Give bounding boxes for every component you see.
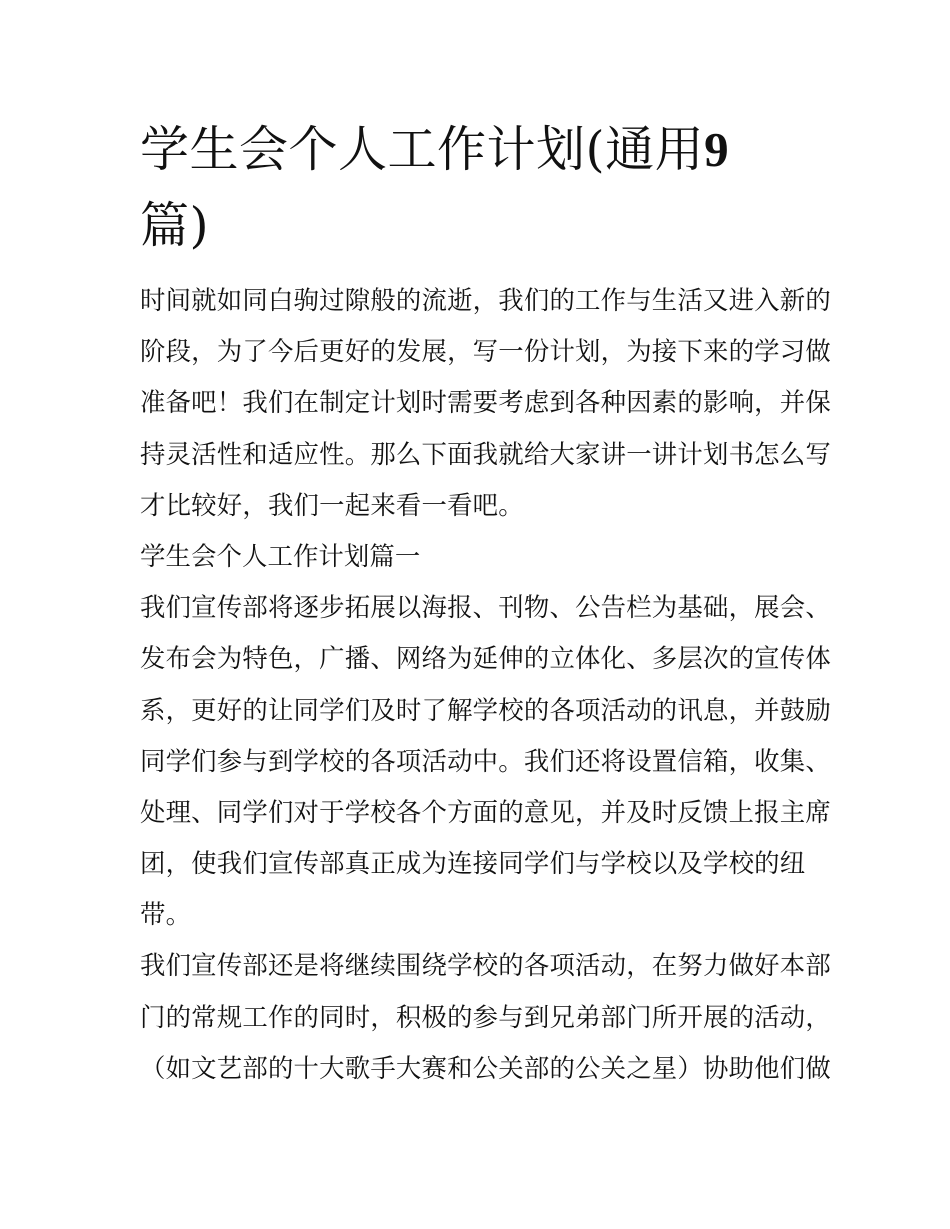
body-line: 时间就如同白驹过隙般的流逝，我们的工作与生活又进入新的: [140, 285, 831, 315]
body-line: 准备吧！我们在制定计划时需要考虑到各种因素的影响，并保: [140, 387, 831, 418]
body-line: 门的常规工作的同时，积极的参与到兄弟部门所开展的活动，: [140, 1001, 831, 1032]
body-line: 持灵活性和适应性。那么下面我就给大家讲一讲计划书怎么写: [140, 438, 831, 469]
body-line: 团，使我们宣传部真正成为连接同学们与学校以及学校的纽: [140, 848, 806, 879]
body-line: （如文艺部的十大歌手大赛和公关部的公关之星）协助他们做: [140, 1052, 831, 1083]
body-line: 同学们参与到学校的各项活动中。我们还将设置信箱，收集、: [140, 745, 831, 776]
body-line: 系，更好的让同学们及时了解学校的各项活动的讯息，并鼓励: [140, 694, 831, 725]
section-heading: 学生会个人工作计划篇一: [140, 540, 421, 571]
body-line: 发布会为特色，广播、网络为延伸的立体化、多层次的宣传体: [140, 643, 831, 674]
title-line-1-text: 学生会个人工作计划(通用: [140, 121, 705, 178]
body-line: 阶段，为了今后更好的发展，写一份计划，为接下来的学习做: [140, 336, 831, 367]
title-line-2-text: 篇): [140, 197, 210, 254]
body-line: 我们宣传部还是将继续围绕学校的各项活动，在努力做好本部: [140, 950, 831, 981]
document-body: [140, 275, 831, 1094]
body-line: 才比较好，我们一起来看一看吧。: [140, 489, 524, 520]
body-line: 处理、同学们对于学校各个方面的意见，并及时反馈上报主席: [140, 796, 831, 827]
document-title: [140, 112, 780, 264]
title-number: 9: [704, 122, 730, 177]
body-line: 我们宣传部将逐步拓展以海报、刊物、公告栏为基础，展会、: [140, 592, 831, 623]
body-line: 带。: [140, 899, 192, 930]
